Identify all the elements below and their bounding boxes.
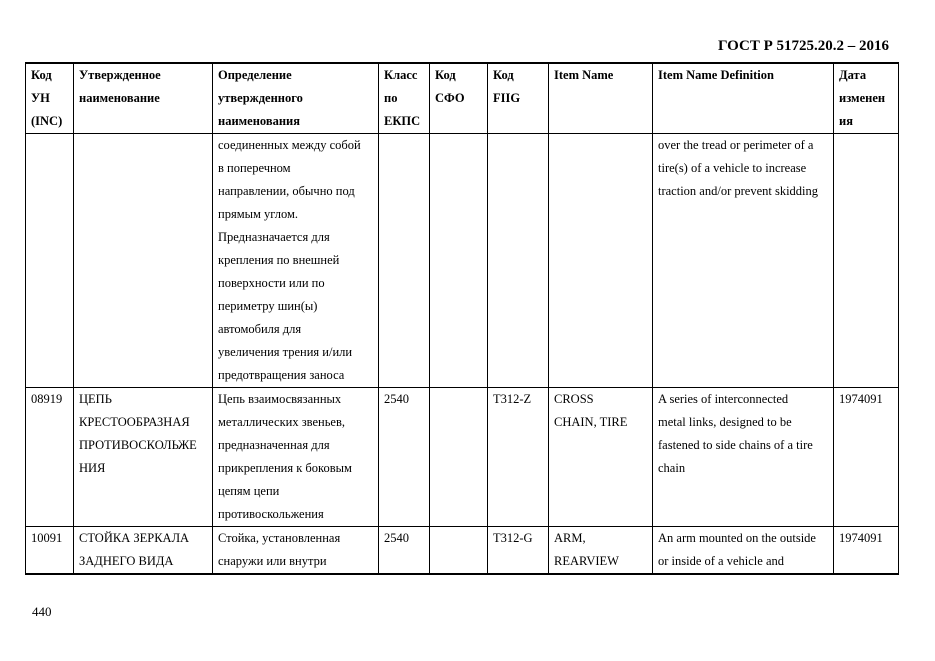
cell-item-name bbox=[549, 134, 653, 388]
cell-text-line: СТОЙКА ЗЕРКАЛА bbox=[79, 531, 190, 545]
header-fiig-code bbox=[488, 63, 549, 134]
header-item-name bbox=[549, 63, 653, 134]
cell-text-line: ЦЕПЬ bbox=[79, 392, 112, 406]
header-text-line: Дата bbox=[839, 68, 867, 82]
cell-text-line: CROSS bbox=[554, 392, 594, 406]
cell-date: 1974091 bbox=[834, 388, 899, 527]
page-number: 440 bbox=[32, 604, 52, 619]
header-text-line: Код bbox=[435, 68, 456, 82]
cell-text-line: предотвращения заноса bbox=[218, 368, 345, 382]
document-code: ГОСТ Р 51725.20.2 – 2016 bbox=[717, 38, 889, 54]
header-text-line: Класс bbox=[384, 68, 418, 82]
header-change-date bbox=[834, 63, 899, 134]
table-row bbox=[26, 388, 899, 527]
header-text-line: Код bbox=[493, 68, 514, 82]
cell-inc bbox=[26, 134, 74, 388]
cell-text-line: направлении, обычно под bbox=[218, 184, 355, 198]
cell-text-line: прикрепления к боковым bbox=[218, 461, 352, 475]
cell-text-line: A series of interconnected bbox=[658, 392, 789, 406]
cell-text-line: An arm mounted on the outside bbox=[658, 531, 816, 545]
cell-definition bbox=[213, 527, 379, 575]
cell-name bbox=[74, 527, 213, 575]
cell-text-line: REARVIEW bbox=[554, 554, 619, 568]
cell-item-name bbox=[549, 527, 653, 575]
cell-text-line: увеличения трения и/или bbox=[218, 345, 353, 359]
cell-definition bbox=[213, 134, 379, 388]
header-text-line: Определение bbox=[218, 68, 292, 82]
header-sfo-code bbox=[430, 63, 488, 134]
cell-text-line: or inside of a vehicle and bbox=[658, 554, 784, 568]
cell-name bbox=[74, 388, 213, 527]
header-text-line: наименование bbox=[79, 91, 160, 105]
cell-text-line: КРЕСТООБРАЗНАЯ bbox=[79, 415, 190, 429]
cell-text-line: over the tread or perimeter of a bbox=[658, 138, 814, 152]
header-approved-name bbox=[74, 63, 213, 134]
cell-date bbox=[834, 134, 899, 388]
cell-inc: 10091 bbox=[26, 527, 74, 575]
cell-text-line: цепям цепи bbox=[218, 484, 280, 498]
header-row bbox=[26, 63, 899, 134]
cell-text-line: предназначенная для bbox=[218, 438, 330, 452]
header-text-line: Item Name bbox=[554, 68, 614, 82]
cell-fiig: T312-G bbox=[488, 527, 549, 575]
cell-text-line: снаружи или внутри bbox=[218, 554, 327, 568]
cell-item-name bbox=[549, 388, 653, 527]
cell-text-line: противоскольжения bbox=[218, 507, 324, 521]
header-text-line: Код bbox=[31, 68, 52, 82]
header-text-line: Item Name Definition bbox=[658, 68, 774, 82]
cell-text-line: metal links, designed to be bbox=[658, 415, 792, 429]
header-text-line: Утвержденное bbox=[79, 68, 161, 82]
header-inc bbox=[26, 63, 74, 134]
header-text-line: ия bbox=[839, 114, 853, 128]
cell-text-line: chain bbox=[658, 461, 686, 475]
cell-text-line: поверхности или по bbox=[218, 276, 325, 290]
header-item-name-definition bbox=[653, 63, 834, 134]
cell-text-line: соединенных между собой bbox=[218, 138, 361, 152]
cell-text-line: ЗАДНЕГО ВИДА bbox=[79, 554, 174, 568]
cell-inc: 08919 bbox=[26, 388, 74, 527]
specification-table bbox=[25, 62, 899, 575]
cell-ekps bbox=[379, 134, 430, 388]
cell-text-line: металлических звеньев, bbox=[218, 415, 346, 429]
cell-text-line: CHAIN, TIRE bbox=[554, 415, 628, 429]
header-ekps-class bbox=[379, 63, 430, 134]
header-text-line: по bbox=[384, 91, 398, 105]
cell-text-line: tire(s) of a vehicle to increase bbox=[658, 161, 807, 175]
header-text-line: (INC) bbox=[31, 114, 63, 128]
header-text-line: ЕКПС bbox=[384, 114, 421, 128]
header-text-line: FIIG bbox=[493, 91, 521, 105]
cell-text-line: НИЯ bbox=[79, 461, 106, 475]
cell-sfo bbox=[430, 527, 488, 575]
table-row bbox=[26, 527, 899, 575]
cell-text-line: крепления по внешней bbox=[218, 253, 340, 267]
cell-ekps: 2540 bbox=[379, 527, 430, 575]
cell-definition bbox=[213, 388, 379, 527]
cell-name bbox=[74, 134, 213, 388]
cell-text-line: traction and/or prevent skidding bbox=[658, 184, 819, 198]
cell-text-line: автомобиля для bbox=[218, 322, 302, 336]
header-text-line: СФО bbox=[435, 91, 465, 105]
cell-item-definition bbox=[653, 388, 834, 527]
table-row bbox=[26, 134, 899, 388]
cell-text-line: fastened to side chains of a tire bbox=[658, 438, 813, 452]
cell-text-line: Стойка, установленная bbox=[218, 531, 341, 545]
cell-text-line: ПРОТИВОСКОЛЬЖЕ bbox=[79, 438, 197, 452]
header-text-line: УН bbox=[31, 91, 50, 105]
cell-text-line: Предназначается для bbox=[218, 230, 330, 244]
cell-fiig bbox=[488, 134, 549, 388]
cell-text-line: в поперечном bbox=[218, 161, 291, 175]
cell-fiig: T312-Z bbox=[488, 388, 549, 527]
cell-ekps: 2540 bbox=[379, 388, 430, 527]
cell-sfo bbox=[430, 134, 488, 388]
cell-item-definition bbox=[653, 134, 834, 388]
header-text-line: изменен bbox=[839, 91, 886, 105]
cell-text-line: прямым углом. bbox=[218, 207, 299, 221]
cell-item-definition bbox=[653, 527, 834, 575]
cell-date: 1974091 bbox=[834, 527, 899, 575]
header-text-line: наименования bbox=[218, 114, 301, 128]
cell-text-line: Цепь взаимосвязанных bbox=[218, 392, 342, 406]
header-text-line: утвержденного bbox=[218, 91, 303, 105]
cell-sfo bbox=[430, 388, 488, 527]
cell-text-line: ARM, bbox=[554, 531, 586, 545]
header-definition bbox=[213, 63, 379, 134]
cell-text-line: периметру шин(ы) bbox=[218, 299, 318, 313]
